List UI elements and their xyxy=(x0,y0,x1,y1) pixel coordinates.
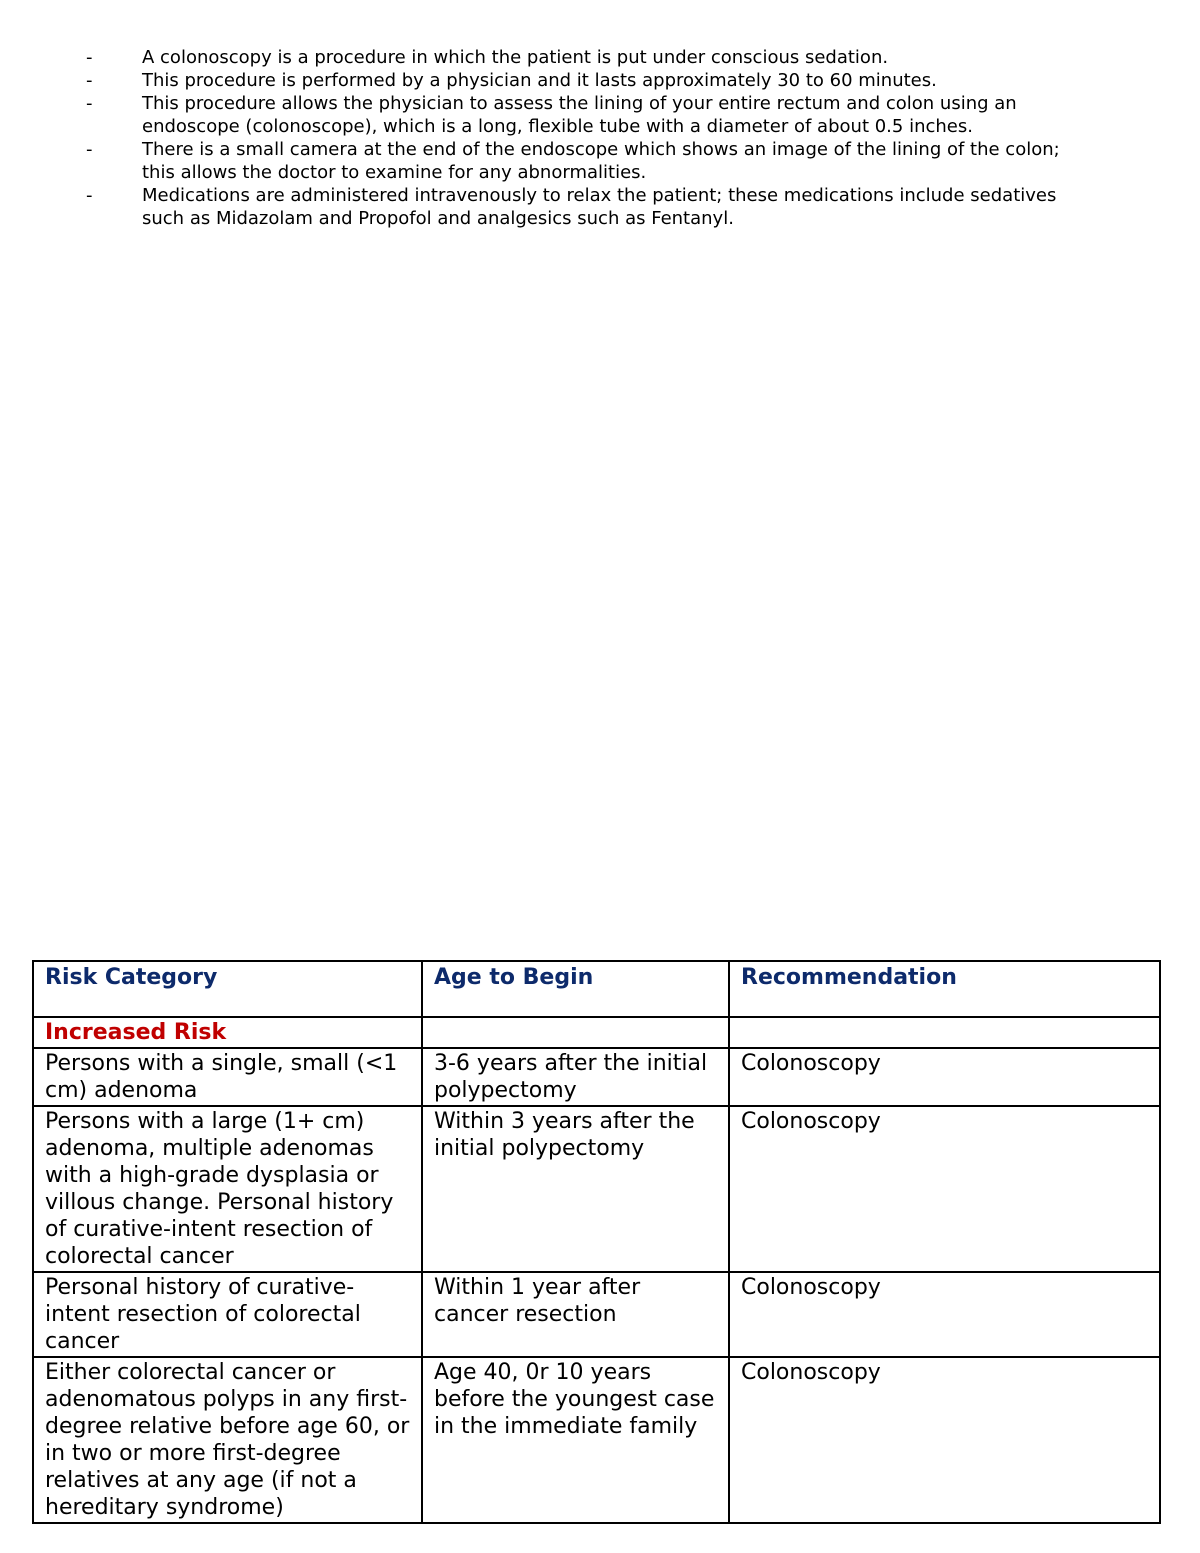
cell-age: Within 3 years after the initial polypectomy xyxy=(422,1106,729,1272)
bullet-item xyxy=(86,46,1086,69)
cell-recommendation: Colonoscopy xyxy=(729,1357,1160,1523)
bullet-dash: - xyxy=(86,185,93,206)
empty-cell xyxy=(422,1017,729,1048)
cell-risk: Persons with a single, small (<1 cm) adenoma xyxy=(33,1048,422,1106)
bullet-text: This procedure is performed by a physician and it lasts approximately 30 to 60 minutes. xyxy=(142,70,937,91)
cell-age: Within 1 year after cancer resection xyxy=(422,1272,729,1357)
cell-recommendation: Colonoscopy xyxy=(729,1048,1160,1106)
table-row xyxy=(33,1272,1160,1357)
bullet-dash: - xyxy=(86,70,93,91)
table-header-row xyxy=(33,961,1160,1017)
empty-cell xyxy=(729,1017,1160,1048)
bullet-dash: - xyxy=(86,47,93,68)
bullet-text: This procedure allows the physician to assess the lining of your entire rectum and colon using an endoscope (colonoscope), which is a long, flexible tube with a diameter of about 0.5 inches. xyxy=(142,93,1017,137)
bullet-item xyxy=(86,138,1086,184)
cell-risk: Either colorectal cancer or adenomatous polyps in any first-degree relative before age 60, or in two or more first-degree relatives at any age (if not a hereditary syndrome) xyxy=(33,1357,422,1523)
header-age-to-begin: Age to Begin xyxy=(422,961,729,1017)
bullet-item xyxy=(86,184,1086,230)
bullet-dash: - xyxy=(86,93,93,114)
table-row xyxy=(33,1357,1160,1523)
cell-age: Age 40, 0r 10 years before the youngest case in the immediate family xyxy=(422,1357,729,1523)
table-row xyxy=(33,1106,1160,1272)
cell-recommendation: Colonoscopy xyxy=(729,1272,1160,1357)
table-row xyxy=(33,1048,1160,1106)
bullet-item xyxy=(86,69,1086,92)
bullet-dash: - xyxy=(86,139,93,160)
cell-risk: Persons with a large (1+ cm) adenoma, multiple adenomas with a high-grade dysplasia or villous change. Personal history of curative-intent resection of colorectal cancer xyxy=(33,1106,422,1272)
cell-risk: Personal history of curative-intent resection of colorectal cancer xyxy=(33,1272,422,1357)
bullet-text: A colonoscopy is a procedure in which the patient is put under conscious sedation. xyxy=(142,47,889,68)
bullet-item xyxy=(86,92,1086,138)
section-label-increased-risk: Increased Risk xyxy=(33,1017,422,1048)
screening-risk-table xyxy=(32,960,1161,1524)
header-risk-category: Risk Category xyxy=(33,961,422,1017)
section-row xyxy=(33,1017,1160,1048)
procedure-bullet-list xyxy=(86,46,1086,230)
cell-age: 3-6 years after the initial polypectomy xyxy=(422,1048,729,1106)
header-recommendation: Recommendation xyxy=(729,961,1160,1017)
bullet-text: Medications are administered intravenously to relax the patient; these medications include sedatives such as Midazolam and Propofol and analgesics such as Fentanyl. xyxy=(142,185,1057,229)
bullet-text: There is a small camera at the end of the endoscope which shows an image of the lining of the colon; this allows the doctor to examine for any abnormalities. xyxy=(142,139,1060,183)
cell-recommendation: Colonoscopy xyxy=(729,1106,1160,1272)
